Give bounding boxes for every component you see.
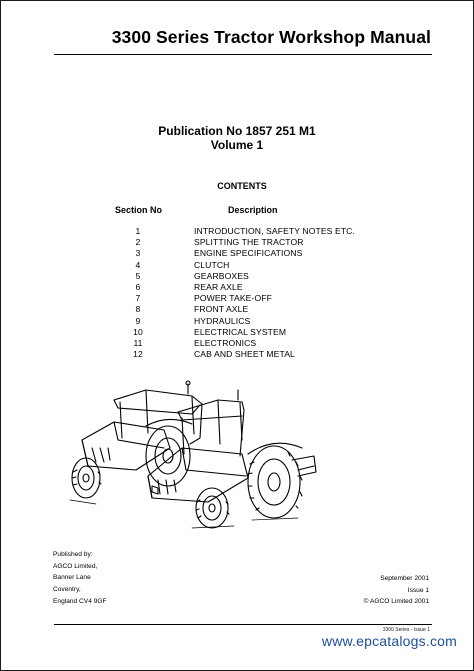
contents-list <box>120 226 380 360</box>
contents-row[interactable] <box>120 327 380 338</box>
contents-heading: CONTENTS <box>217 181 267 191</box>
section-number: 3 <box>135 248 141 259</box>
publication-number: Publication No 1857 251 M1 <box>158 124 316 138</box>
section-description: ELECTRONICS <box>194 337 257 348</box>
description-header: Description <box>228 205 278 215</box>
section-number: 5 <box>135 270 141 281</box>
volume-label: Volume 1 <box>210 138 264 152</box>
section-number: 8 <box>135 304 141 315</box>
contents-row[interactable] <box>120 304 380 315</box>
section-number: 6 <box>135 281 141 292</box>
section-description: FRONT AXLE <box>194 304 249 315</box>
section-description: CLUTCH <box>194 259 230 270</box>
contents-row[interactable] <box>120 237 380 248</box>
title-divider <box>54 54 432 55</box>
section-number: 10 <box>133 326 143 337</box>
section-number: 11 <box>133 337 143 348</box>
contents-row[interactable] <box>120 226 380 237</box>
publication-block <box>0 124 474 152</box>
issue-date: September 2001 <box>380 575 429 582</box>
section-number: 4 <box>135 259 141 270</box>
copyright-notice: © AGCO Limited 2001 <box>363 598 429 605</box>
section-number: 9 <box>135 315 141 326</box>
footer-divider <box>54 624 432 625</box>
contents-row[interactable] <box>120 282 380 293</box>
section-description: INTRODUCTION, SAFETY NOTES ETC. <box>194 226 355 236</box>
section-no-header: Section No <box>115 205 163 215</box>
website-watermark[interactable]: www.epcatalogs.com <box>321 633 457 649</box>
section-number: 7 <box>135 293 141 304</box>
contents-row[interactable] <box>120 349 380 360</box>
section-number: 1 <box>135 226 141 236</box>
contents-row[interactable] <box>120 338 380 349</box>
section-description: SPLITTING THE TRACTOR <box>194 237 304 248</box>
section-description: HYDRAULICS <box>194 315 251 326</box>
tractor-illustration-icon <box>52 378 322 530</box>
publisher-line: Published by: <box>53 551 93 558</box>
manual-title: 3300 Series Tractor Workshop Manual <box>111 27 431 47</box>
section-number: 2 <box>135 237 141 248</box>
publisher-line: England CV4 9GF <box>53 597 107 605</box>
section-description: CAB AND SHEET METAL <box>194 349 295 360</box>
section-description: ELECTRICAL SYSTEM <box>194 326 287 337</box>
footer-issue-note: 3300 Series - Issue 1 <box>382 627 430 633</box>
publisher-line: Banner Lane <box>53 574 91 582</box>
issue-block <box>364 573 429 608</box>
section-description: POWER TAKE-OFF <box>194 293 272 304</box>
publisher-line: AGCO Limited, <box>53 562 98 570</box>
contents-row[interactable] <box>120 248 380 259</box>
publisher-block <box>53 549 107 608</box>
contents-row[interactable] <box>120 293 380 304</box>
contents-row[interactable] <box>120 271 380 282</box>
contents-row[interactable] <box>120 260 380 271</box>
contents-row[interactable] <box>120 316 380 327</box>
issue-number: Issue 1 <box>407 586 429 594</box>
section-description: GEARBOXES <box>194 270 249 281</box>
section-description: ENGINE SPECIFICATIONS <box>194 248 303 259</box>
section-description: REAR AXLE <box>194 281 243 292</box>
publisher-line: Coventry, <box>53 586 81 594</box>
section-number: 12 <box>133 349 143 360</box>
